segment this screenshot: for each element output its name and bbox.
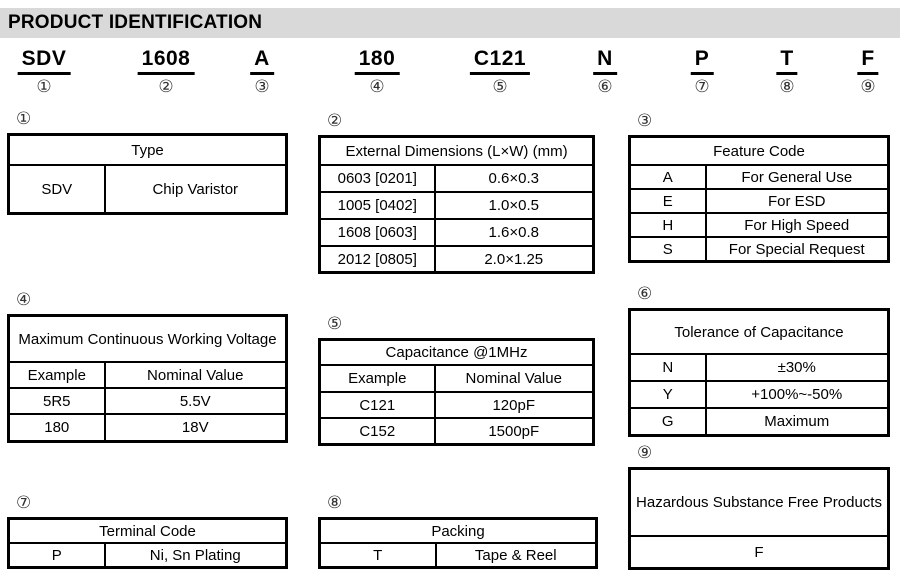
table-cell: 1005 [0402] (320, 192, 435, 219)
table-cell: Chip Varistor (105, 165, 287, 214)
table-cell: C152 (320, 418, 435, 445)
table-cell: 2.0×1.25 (435, 246, 594, 273)
table-column-header: Example (320, 365, 435, 392)
table-cell: H (630, 213, 706, 237)
part-code: P (691, 47, 714, 75)
table-ref-5: ⑤ (327, 314, 343, 334)
table-hazardous (628, 467, 890, 570)
table-cell: 0.6×0.3 (435, 165, 594, 192)
part-code: N (593, 47, 617, 75)
part-code: C121 (470, 47, 530, 75)
ref-marker-6: ⑥ (597, 77, 613, 97)
table-cell: 2012 [0805] (320, 246, 435, 273)
table-hazardous-wrap (628, 443, 890, 570)
table-title: Packing (320, 519, 597, 544)
part-segment-7 (691, 47, 714, 96)
table-packing (318, 517, 598, 569)
table-ref-9: ⑨ (637, 443, 653, 463)
table-cell: 1500pF (435, 418, 594, 445)
table-ref-4: ④ (16, 290, 32, 310)
table-feature (628, 135, 890, 263)
ref-marker-3: ③ (254, 77, 270, 97)
table-tolerance (628, 308, 890, 437)
table-cell: T (320, 543, 436, 568)
table-ref-1: ① (16, 109, 32, 129)
table-ref-6: ⑥ (637, 284, 653, 304)
table-title: Tolerance of Capacitance (630, 310, 889, 355)
part-segment-9 (857, 47, 878, 96)
table-type (7, 133, 288, 215)
table-cell: SDV (9, 165, 105, 214)
table-cell: 18V (105, 414, 287, 442)
table-capacitance-wrap (318, 314, 595, 446)
ref-marker-7: ⑦ (694, 77, 710, 97)
table-cell: 5R5 (9, 388, 105, 414)
ref-marker-4: ④ (369, 77, 385, 97)
table-dimensions (318, 135, 595, 274)
section-header-bar (0, 8, 900, 38)
table-cell: 1608 [0603] (320, 219, 435, 246)
ref-marker-8: ⑧ (779, 77, 795, 97)
table-cell: For Special Request (706, 237, 889, 262)
table-title: Maximum Continuous Working Voltage (9, 316, 287, 363)
table-voltage (7, 314, 288, 443)
table-cell: Y (630, 381, 706, 408)
table-cell: C121 (320, 392, 435, 418)
part-code: F (857, 47, 878, 75)
table-cell: 5.5V (105, 388, 287, 414)
table-cell: G (630, 408, 706, 436)
ref-marker-2: ② (158, 77, 174, 97)
part-segment-3 (250, 47, 274, 96)
table-cell: 180 (9, 414, 105, 442)
table-title: Feature Code (630, 137, 889, 166)
table-title: Hazardous Substance Free Products (630, 469, 889, 537)
table-column-header: Nominal Value (105, 362, 287, 388)
part-segment-5 (470, 47, 530, 96)
table-cell: E (630, 189, 706, 213)
table-cell: 1.0×0.5 (435, 192, 594, 219)
table-type-wrap (7, 109, 288, 215)
table-terminal-wrap (7, 493, 288, 569)
table-cell: ±30% (706, 354, 889, 381)
ref-marker-5: ⑤ (492, 77, 508, 97)
table-capacitance (318, 338, 595, 446)
table-cell: S (630, 237, 706, 262)
part-segment-6 (593, 47, 617, 96)
page-title: PRODUCT IDENTIFICATION (8, 12, 263, 33)
table-voltage-wrap (7, 290, 288, 443)
table-cell: For General Use (706, 165, 889, 189)
table-title: Terminal Code (9, 519, 287, 544)
table-column-header: Nominal Value (435, 365, 594, 392)
table-feature-wrap (628, 111, 890, 263)
table-cell: +100%~-50% (706, 381, 889, 408)
table-title: Type (9, 135, 287, 166)
table-ref-8: ⑧ (327, 493, 343, 513)
table-cell: P (9, 543, 105, 568)
part-code: SDV (18, 47, 71, 75)
table-title: External Dimensions (L×W) (mm) (320, 137, 594, 166)
table-ref-3: ③ (637, 111, 653, 131)
part-segment-2 (138, 47, 195, 96)
table-ref-2: ② (327, 111, 343, 131)
table-cell: F (630, 536, 889, 569)
part-segment-8 (776, 47, 797, 96)
part-code: A (250, 47, 274, 75)
part-code: T (776, 47, 797, 75)
table-cell: For ESD (706, 189, 889, 213)
part-code: 1608 (138, 47, 195, 75)
part-segment-4 (355, 47, 400, 96)
part-code: 180 (355, 47, 400, 75)
table-terminal (7, 517, 288, 569)
table-cell: N (630, 354, 706, 381)
table-cell: Ni, Sn Plating (105, 543, 287, 568)
ref-marker-9: ⑨ (860, 77, 876, 97)
ref-marker-1: ① (36, 77, 52, 97)
table-tolerance-wrap (628, 284, 890, 437)
table-column-header: Example (9, 362, 105, 388)
part-segment-1 (18, 47, 71, 96)
table-dimensions-wrap (318, 111, 595, 274)
table-cell: 120pF (435, 392, 594, 418)
table-title: Capacitance @1MHz (320, 340, 594, 366)
table-ref-7: ⑦ (16, 493, 32, 513)
table-cell: Tape & Reel (436, 543, 597, 568)
table-packing-wrap (318, 493, 598, 569)
table-cell: 0603 [0201] (320, 165, 435, 192)
table-cell: A (630, 165, 706, 189)
table-cell: 1.6×0.8 (435, 219, 594, 246)
table-cell: Maximum (706, 408, 889, 436)
table-cell: For High Speed (706, 213, 889, 237)
